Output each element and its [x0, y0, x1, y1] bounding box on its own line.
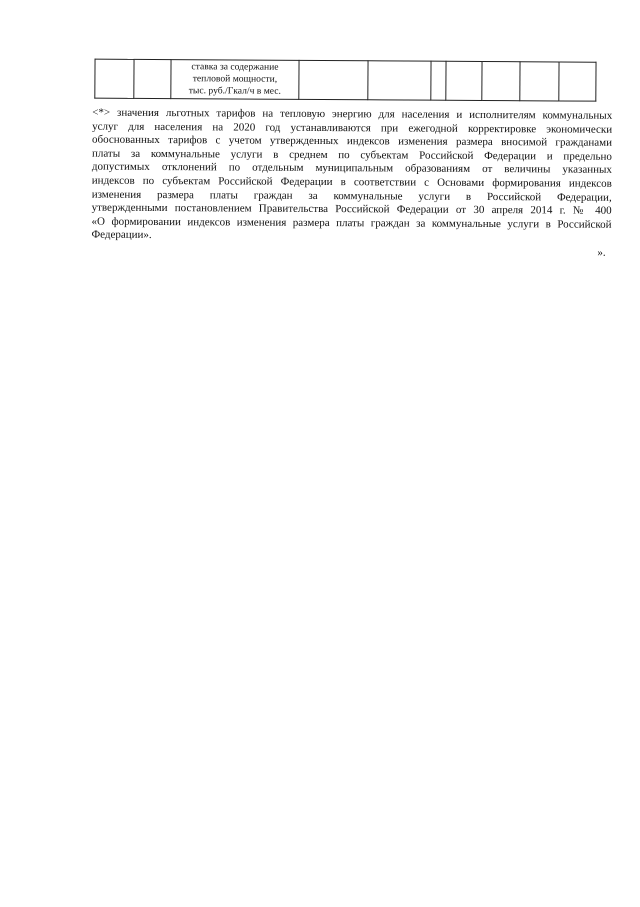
footnote-line: индексов по субъектам Российской Федерации в соответствии с Основами формирования индексов: [91, 174, 612, 190]
tariff-table-fragment: [94, 59, 596, 102]
rate-cell-line: ставка за содержание: [191, 61, 279, 73]
table-cell-empty: [520, 62, 559, 101]
footnote-line: Федерации».: [91, 228, 152, 242]
table-cell-empty: [446, 61, 482, 100]
table-row: [95, 59, 596, 101]
table-cell-empty: [368, 61, 431, 100]
table-cell-empty: [482, 61, 520, 100]
footnote-line: утвержденными постановлением Правительства Российской Федерации от 30 апреля 2014 г. № 400: [91, 201, 612, 217]
footnote-line: «О формировании индексов изменения размера платы граждан за коммунальные услуги в Российской: [91, 215, 612, 231]
rate-cell-line: тыс. руб./Гкал/ч в мес.: [188, 85, 282, 97]
footnote-line: допустимых отклонений по отдельным муниципальным образованиям от величины указанных: [91, 160, 612, 177]
table-cell-empty: [559, 62, 596, 101]
footnote-line: услуг для населения на 2020 год устанавливаются при ежегодной корректировке экономически: [92, 120, 613, 136]
table-cell-empty: [431, 61, 446, 100]
rate-cell-line: тепловой мощности,: [192, 73, 278, 85]
footnote-line: платы за коммунальные услуги в среднем по субъектам Российской Федерации и предельно: [91, 147, 613, 163]
table-cell-empty: [95, 59, 134, 98]
footnote-line: <*> значения льготных тарифов на тепловую энергию для населения и исполнителям коммунальных: [92, 106, 613, 122]
table-cell-empty: [299, 60, 368, 99]
table-cell-empty: [134, 59, 171, 98]
table-cell-rate-description: [171, 60, 299, 100]
footnote-line: изменения размера платы граждан за коммунальные услуги в Российской Федерации,: [91, 188, 612, 204]
closing-quote-mark: ».: [597, 246, 606, 259]
footnote-paragraph: [91, 107, 612, 246]
footnote-line: обоснованных тарифов с учетом утвержденных индексов изменения размера вносимой гражданами: [92, 133, 613, 149]
